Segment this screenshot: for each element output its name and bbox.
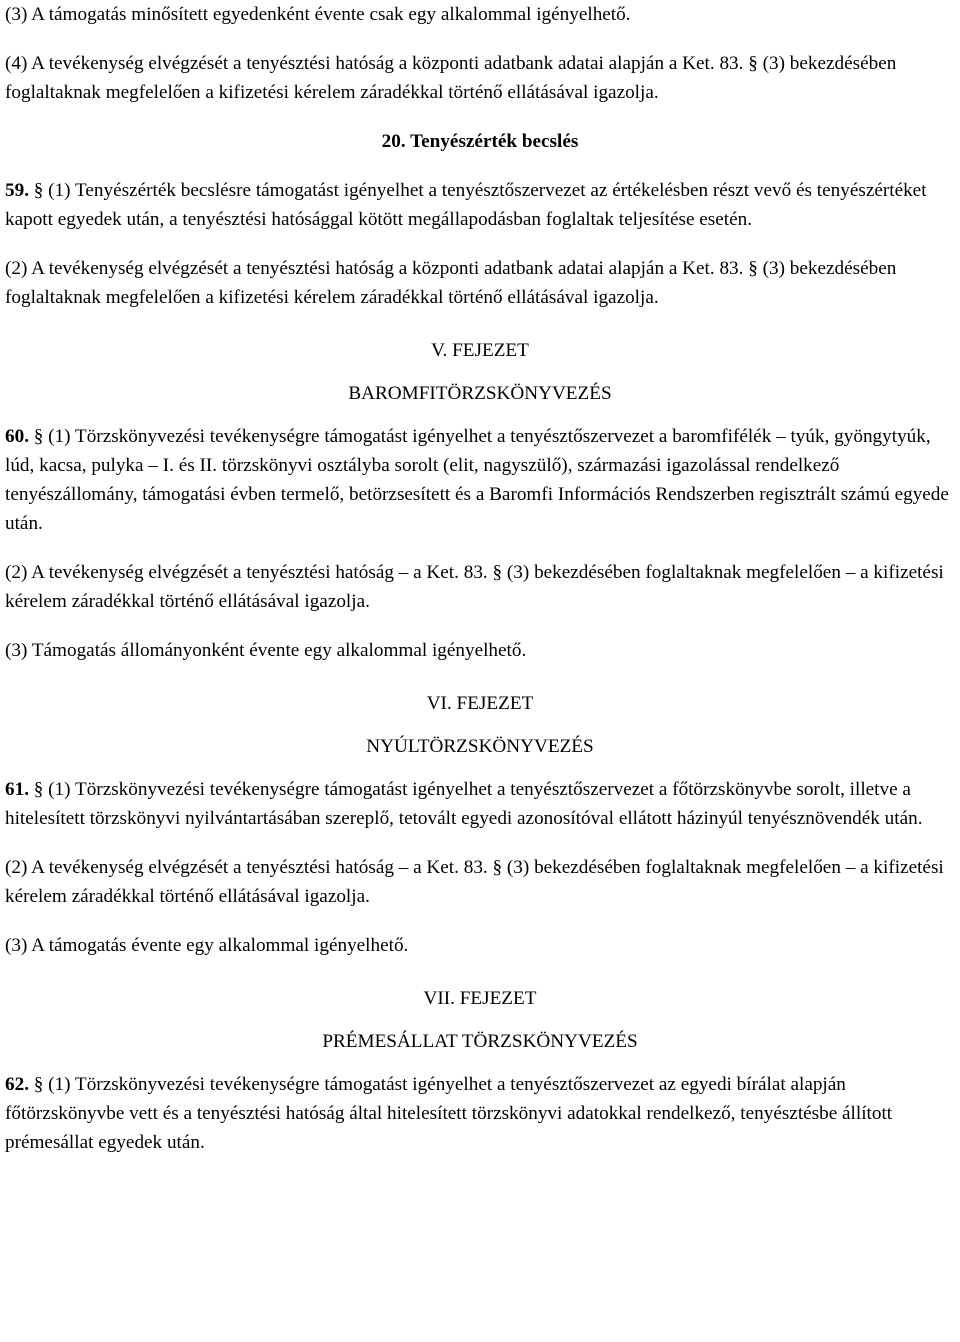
document-page xyxy=(5,0,955,1157)
section-number: 61. xyxy=(5,779,29,800)
chapter-label: V. FEJEZET xyxy=(431,340,529,361)
chapter-title: NYÚLTÖRZSKÖNYVEZÉS xyxy=(366,736,594,757)
section-61-paragraph-3: (3) A támogatás évente egy alkalommal igényelhető. xyxy=(5,935,409,956)
section-61-paragraph-1 xyxy=(5,775,955,833)
chapter-label: VII. FEJEZET xyxy=(423,988,537,1009)
paragraph-58-4: (4) A tevékenység elvégzését a tenyésztési hatóság a központi adatbank adatai alapján a Ket. 83. § (3) bekezdésében foglaltaknak megfelelően a kifizetési kérelem záradékkal történő ellátásával igazolja. xyxy=(5,53,897,103)
section-61-text-1: § (1) Törzskönyvezési tevékenységre támogatást igényelhet a tenyésztőszervezet a főtörzskönyvbe sorolt, illetve a hitelesített törzskönyvi nyilvántartásában szereplő, tetovált egyedi azonosítóval ellátott házinyúl tenyésznövendék után. xyxy=(5,779,923,829)
chapter-label: VI. FEJEZET xyxy=(426,693,534,714)
section-number: 59. xyxy=(5,180,29,201)
chapter-title: PRÉMESÁLLAT TÖRZSKÖNYVEZÉS xyxy=(322,1031,638,1052)
section-59-paragraph-1 xyxy=(5,176,955,234)
section-59-text-1: § (1) Tenyészérték becslésre támogatást igényelhet a tenyésztőszervezet az értékelésben részt vevő és tenyészértéket kapott egyedek után, a tenyésztési hatósággal kötött megállapodásban foglaltak teljesítése esetén. xyxy=(5,180,927,230)
section-60-paragraph-2: (2) A tevékenység elvégzését a tenyésztési hatóság – a Ket. 83. § (3) bekezdésében foglaltaknak megfelelően – a kifizetési kérelem záradékkal történő ellátásával igazolja. xyxy=(5,562,944,612)
section-59-paragraph-2: (2) A tevékenység elvégzését a tenyésztési hatóság a központi adatbank adatai alapján a Ket. 83. § (3) bekezdésében foglaltaknak megfelelően a kifizetési kérelem záradékkal történő ellátásával igazolja. xyxy=(5,258,897,308)
section-62-text-1: § (1) Törzskönyvezési tevékenységre támogatást igényelhet a tenyésztőszervezet az egyedi bírálat alapján főtörzskönyvbe vett és a tenyésztési hatóság által hitelesített törzskönyvi adatokkal rendelkező, tenyésztésbe állított prémesállat egyedek után. xyxy=(5,1074,893,1153)
section-60-paragraph-1 xyxy=(5,422,955,538)
section-60-text-1: § (1) Törzskönyvezési tevékenységre támogatást igényelhet a tenyésztőszervezet a baromfifélék – tyúk, gyöngytyúk, lúd, kacsa, pulyka – I. és II. törzskönyvi osztályba sorolt (elit, nagyszülő), származási igazolással rendelkező tenyészállomány, támogatási évben termelő, betörzsesített és a Baromfi Információs Rendszerben regisztrált számú egyede után. xyxy=(5,426,949,534)
section-number: 62. xyxy=(5,1074,29,1095)
section-62-paragraph-1 xyxy=(5,1070,955,1157)
section-heading-20: 20. Tenyészérték becslés xyxy=(381,131,579,152)
section-61-paragraph-2: (2) A tevékenység elvégzését a tenyésztési hatóság – a Ket. 83. § (3) bekezdésében foglaltaknak megfelelően – a kifizetési kérelem záradékkal történő ellátásával igazolja. xyxy=(5,857,944,907)
section-60-paragraph-3: (3) Támogatás állományonként évente egy alkalommal igényelhető. xyxy=(5,640,527,661)
section-number: 60. xyxy=(5,426,29,447)
chapter-title: BAROMFITÖRZSKÖNYVEZÉS xyxy=(348,383,612,404)
paragraph-58-3: (3) A támogatás minősített egyedenként évente csak egy alkalommal igényelhető. xyxy=(5,4,631,25)
